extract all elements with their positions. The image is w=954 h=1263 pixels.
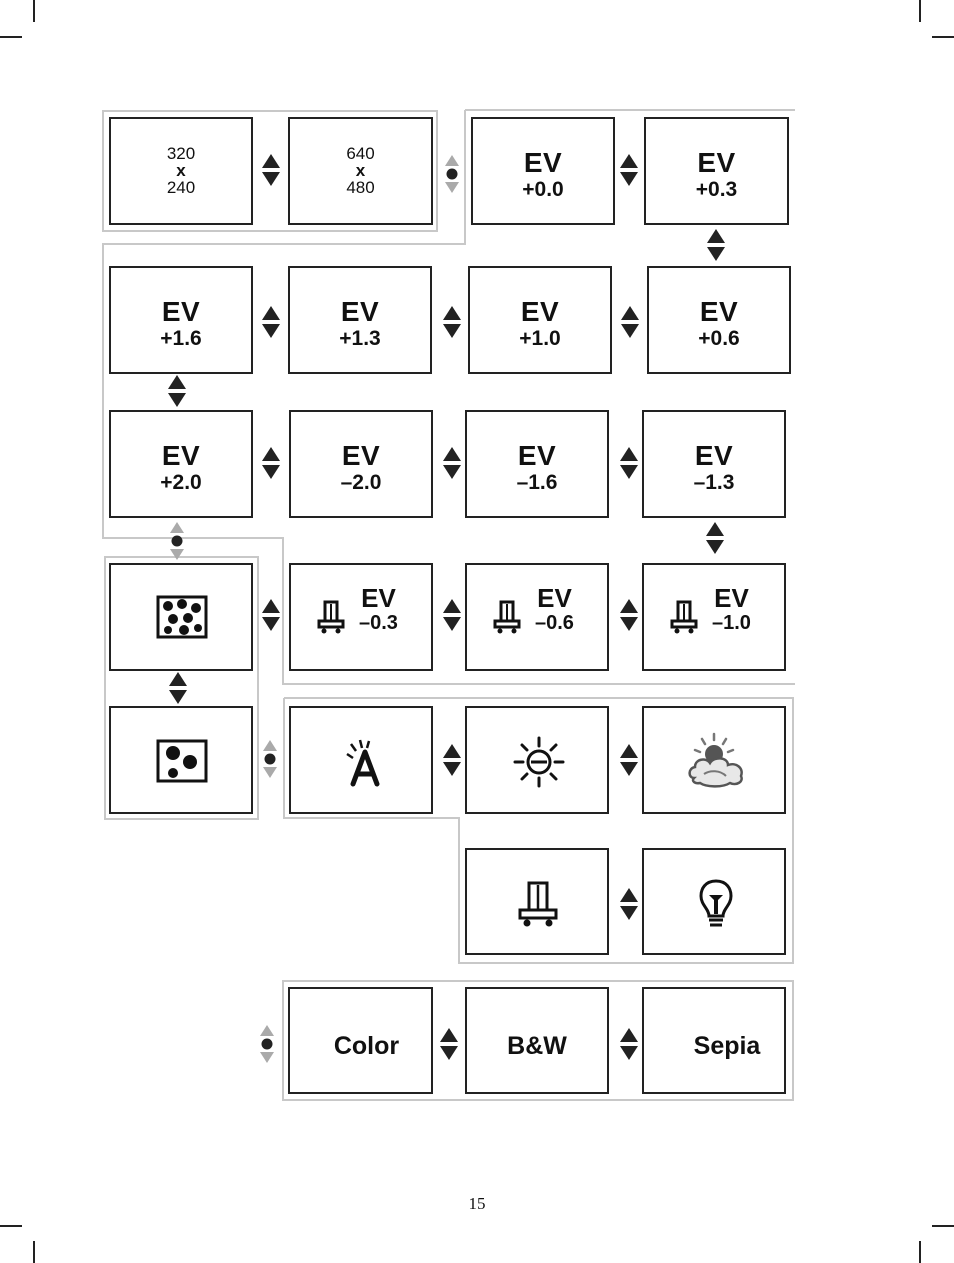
color-mode-label: Sepia — [693, 1032, 761, 1060]
ev-value: +0.0 — [522, 178, 564, 201]
ev-value: +1.3 — [339, 327, 381, 350]
ev-value: –0.3 — [359, 612, 398, 634]
ev-value: +2.0 — [160, 471, 202, 494]
up-down-arrow-icon — [262, 447, 280, 479]
ev-label: EV — [699, 296, 739, 327]
ev-label: EV — [537, 583, 572, 613]
ev-value: +0.3 — [695, 178, 738, 201]
ev-value: –1.0 — [712, 612, 751, 634]
up-down-arrow-icon — [707, 229, 725, 261]
color-mode-label: Color — [333, 1032, 400, 1060]
ev-value: –1.3 — [693, 471, 735, 494]
resolution-height: 240 — [166, 178, 196, 197]
ev-value: +1.6 — [160, 327, 202, 350]
up-down-arrow-icon — [620, 888, 638, 920]
ev-value: +0.6 — [698, 327, 740, 350]
up-down-arrow-icon — [262, 154, 280, 186]
up-down-arrow-icon — [620, 154, 638, 186]
resolution-width: 640 — [346, 144, 375, 163]
ev-value: –1.6 — [516, 471, 558, 494]
ev-label: EV — [341, 440, 381, 471]
ev-value: –2.0 — [340, 471, 382, 494]
up-down-arrow-icon — [443, 306, 461, 338]
up-down-arrow-icon — [262, 306, 280, 338]
up-down-arrow-icon — [443, 744, 461, 776]
up-down-arrow-icon — [443, 447, 461, 479]
up-down-arrow-icon — [620, 599, 638, 631]
ev-label: EV — [361, 583, 396, 613]
ev-label: EV — [161, 440, 201, 471]
up-down-arrow-icon — [620, 1028, 638, 1060]
up-down-arrow-icon — [262, 599, 280, 631]
page-number: 15 — [468, 1194, 486, 1213]
mode-switch-icon — [260, 1025, 274, 1063]
resolution-x: x — [176, 161, 186, 180]
resolution-x: x — [355, 161, 366, 180]
mode-switch-icon — [263, 740, 277, 778]
ev-label: EV — [517, 440, 557, 471]
ev-label: EV — [714, 583, 749, 613]
up-down-arrow-icon — [440, 1028, 458, 1060]
up-down-arrow-icon — [168, 375, 186, 407]
resolution-width: 320 — [166, 144, 196, 163]
ev-label: EV — [694, 440, 734, 471]
ev-label: EV — [161, 296, 201, 327]
up-down-arrow-icon — [443, 599, 461, 631]
ev-value: +1.0 — [519, 327, 561, 350]
ev-label: EV — [340, 296, 380, 327]
mode-switch-icon — [170, 522, 184, 560]
ev-label: EV — [523, 147, 563, 178]
up-down-arrow-icon — [621, 306, 639, 338]
up-down-arrow-icon — [620, 744, 638, 776]
up-down-arrow-icon — [706, 522, 724, 554]
ev-label: EV — [520, 296, 560, 327]
mode-switch-icon — [445, 155, 459, 193]
up-down-arrow-icon — [620, 447, 638, 479]
resolution-height: 480 — [346, 178, 375, 197]
ev-value: –0.6 — [535, 612, 574, 634]
ev-label: EV — [697, 147, 736, 178]
color-mode-label: B&W — [507, 1032, 567, 1060]
up-down-arrow-icon — [169, 672, 187, 704]
